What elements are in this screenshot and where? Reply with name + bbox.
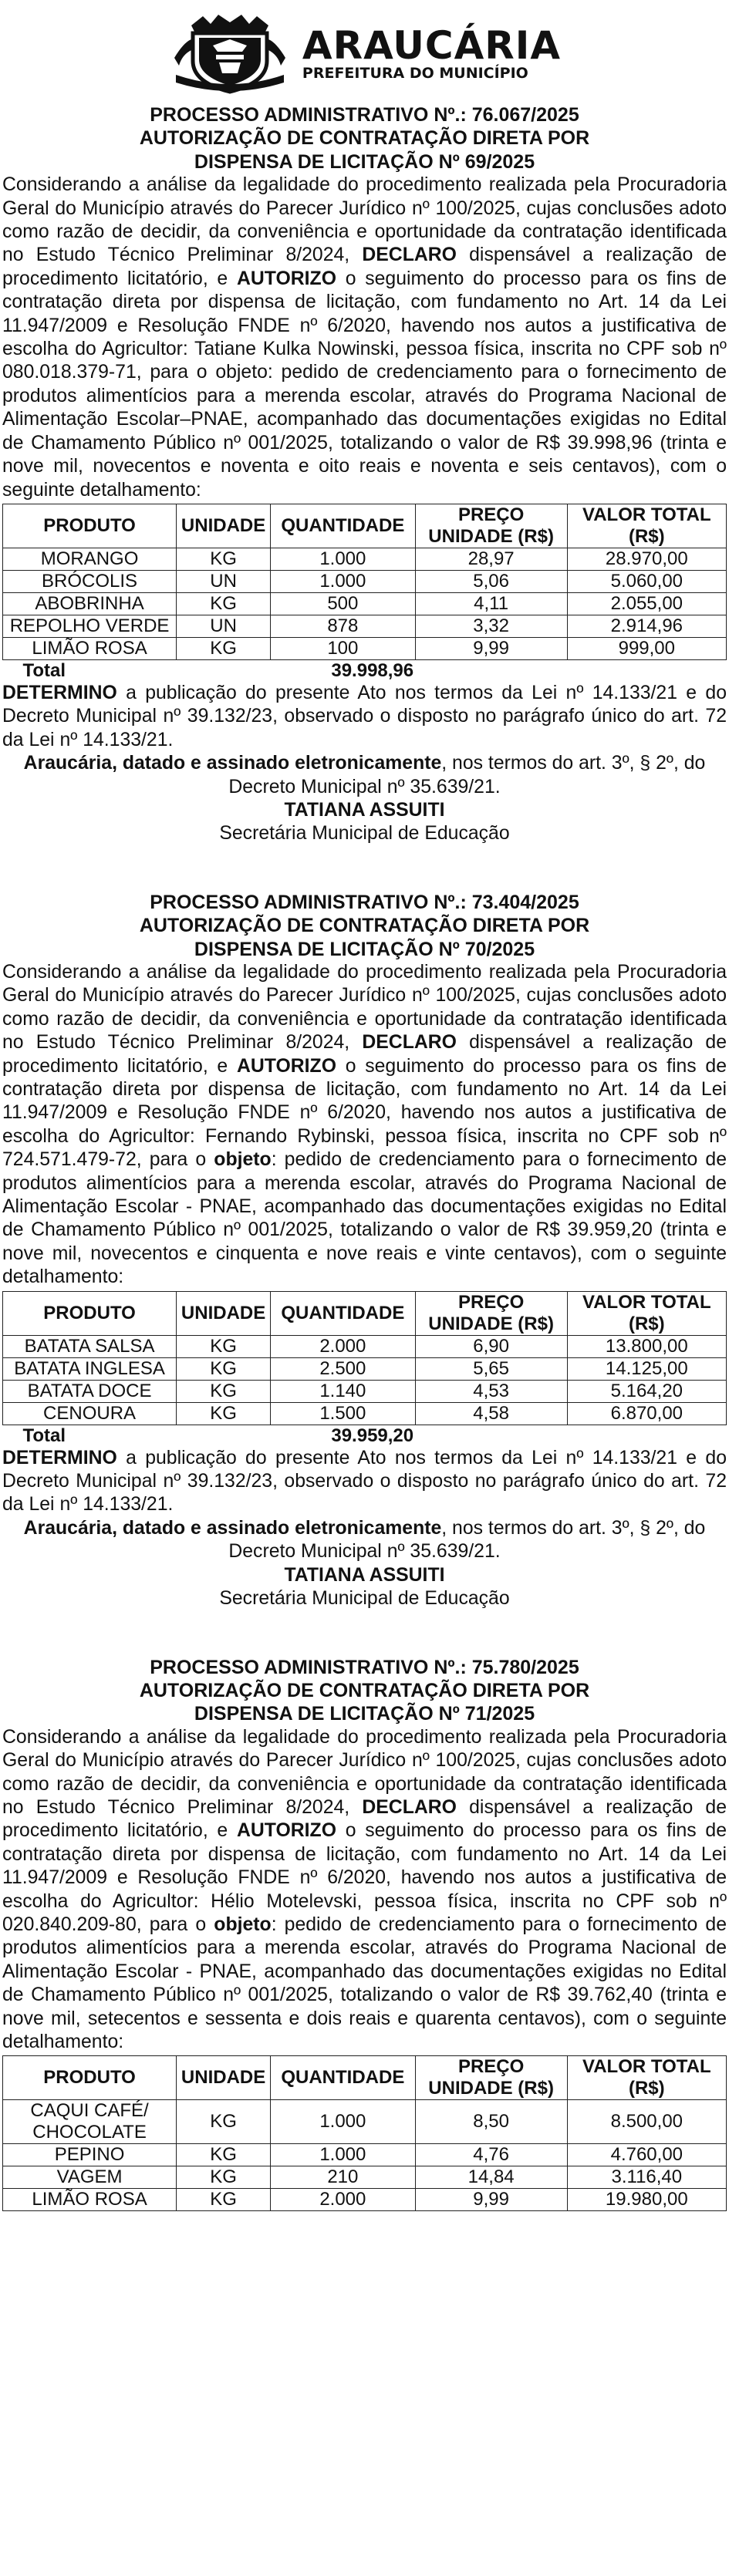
process-title: PROCESSO ADMINISTRATIVO Nº.: 75.780/2025 xyxy=(150,1656,579,1678)
cell: BATATA SALSA xyxy=(3,1335,177,1357)
cell: KG xyxy=(177,2144,271,2166)
cell: KG xyxy=(177,1380,271,1402)
table-total-row xyxy=(3,659,727,682)
cell: 100 xyxy=(271,637,416,659)
cell: 8.500,00 xyxy=(567,2100,726,2144)
cell: 2.500 xyxy=(271,1357,416,1380)
cell: 5.060,00 xyxy=(567,570,726,592)
cell: 1.000 xyxy=(271,570,416,592)
products-table xyxy=(2,1291,727,1447)
masthead xyxy=(2,0,727,103)
signer-name: TATIANA ASSUITI xyxy=(284,1564,445,1586)
cell: 4,58 xyxy=(415,1402,567,1425)
cell: 4,53 xyxy=(415,1380,567,1402)
header-preco: PREÇO UNIDADE (R$) xyxy=(415,2056,567,2100)
cell: 5.164,20 xyxy=(567,1380,726,1402)
cell: 1.140 xyxy=(271,1380,416,1402)
table-header-row xyxy=(3,2056,727,2100)
cell: BATATA INGLESA xyxy=(3,1357,177,1380)
header-quantidade: QUANTIDADE xyxy=(271,2056,416,2100)
cell: 4,76 xyxy=(415,2144,567,2166)
signer-name: TATIANA ASSUITI xyxy=(284,799,445,821)
paragraph-text: : pedido de credenciamento para o fornecimento de produtos alimentícios para a merenda escolar, através do Programa Nacional de Alimentação Escolar - PNAE, acompanhado das documentações exigidas no Edital de Chamamento Público nº 001/2025, totalizando o valor de R$ 39.959,20 (trinta e nove mil, novecentos e cinquenta e nove reais e vinte centavos), com o seguinte detalhamento: xyxy=(2,1149,727,1288)
process-title: PROCESSO ADMINISTRATIVO Nº.: 76.067/2025 xyxy=(150,104,579,126)
cell: 8,50 xyxy=(415,2100,567,2144)
paragraph-text: Considerando a análise da legalidade do procedimento realizada pela Procuradoria Geral do Município através do Parecer Jurídico nº 100/2025, cujas conclusões adoto como razão de decidir, da conveniência e oportunidade da contratação identificada no Estudo Técnico Preliminar 8/2024, xyxy=(2,1726,727,1818)
authorization-title: AUTORIZAÇÃO DE CONTRATAÇÃO DIRETA POR xyxy=(139,127,590,150)
brand-block xyxy=(302,23,562,82)
table-row xyxy=(3,1402,727,1425)
header-preco: PREÇO UNIDADE (R$) xyxy=(415,504,567,548)
cell: 5,06 xyxy=(415,570,567,592)
signed-bold: Araucária, datado e assinado eletronicamente xyxy=(23,1517,442,1539)
cell: KG xyxy=(177,637,271,659)
declaro-word: DECLARO xyxy=(362,1796,457,1818)
table-row xyxy=(3,615,727,637)
paragraph-text: Considerando a análise da legalidade do procedimento realizada pela Procuradoria Geral do Município através do Parecer Jurídico nº 100/2025, cujas conclusões adoto como razão de decidir, da conveniência e oportunidade da contratação identificada no Estudo Técnico Preliminar 8/2024, xyxy=(2,961,727,1054)
cell: BRÓCOLIS xyxy=(3,570,177,592)
cell: 9,99 xyxy=(415,2189,567,2211)
cell: UN xyxy=(177,570,271,592)
cell: 1.500 xyxy=(271,1402,416,1425)
paragraph-text: o seguimento do processo para os fins de contratação direta por dispensa de licitação, com fundamento no Art. 14 da Lei 11.947/2009 e Resolução FNDE nº 6/2020, havendo nos autos a justificativa de escolha do Agricultor: Fernando Rybinski, pessoa física, inscrita no CPF sob nº 724.571.479-72, para o xyxy=(2,1055,727,1171)
cell: 14.125,00 xyxy=(567,1357,726,1380)
objeto-word: objeto xyxy=(214,1913,272,1935)
cell: 2.914,96 xyxy=(567,615,726,637)
table-header-row xyxy=(3,504,727,548)
table-row xyxy=(3,2100,727,2144)
total-label: Total xyxy=(22,659,66,681)
cell: 3.116,40 xyxy=(567,2166,726,2189)
cell: 500 xyxy=(271,592,416,615)
cell: 9,99 xyxy=(415,637,567,659)
considerations-paragraph xyxy=(2,1726,727,2055)
paragraph-text: o seguimento do processo para os fins de contratação direta por dispensa de licitação, com fundamento no Art. 14 da Lei 11.947/2009 e Resolução FNDE nº 6/2020, havendo nos autos a justificativa de escolha do Agricultor: Hélio Motelevski, pessoa física, inscrita no CPF sob nº 020.840.209-80, para o xyxy=(2,1820,727,1935)
municipal-coat-of-arms-icon xyxy=(168,12,292,96)
products-table xyxy=(2,504,727,682)
header-valor: VALOR TOTAL (R$) xyxy=(567,2056,726,2100)
header-preco: PREÇO UNIDADE (R$) xyxy=(415,1291,567,1335)
header-produto: PRODUTO xyxy=(3,2056,177,2100)
table-row xyxy=(3,1357,727,1380)
header-produto: PRODUTO xyxy=(3,504,177,548)
city-subtitle: PREFEITURA DO MUNICÍPIO xyxy=(302,65,528,82)
table-row xyxy=(3,570,727,592)
considerations-paragraph xyxy=(2,961,727,1290)
declaro-word: DECLARO xyxy=(362,244,457,266)
table-total-row xyxy=(3,1425,727,1447)
table-row xyxy=(3,1335,727,1357)
paragraph-text: dispensável a realização de procedimento licitatório, e xyxy=(2,1032,727,1077)
cell: KG xyxy=(177,1357,271,1380)
dispensa-title: DISPENSA DE LICITAÇÃO Nº 69/2025 xyxy=(194,150,535,173)
cell: 3,32 xyxy=(415,615,567,637)
paragraph-text: : pedido de credenciamento para o fornecimento de produtos alimentícios para a merenda escolar, através do Programa Nacional de Alimentação Escolar - PNAE, acompanhado das documentações exigidas no Edital de Chamamento Público nº 001/2025, totalizando o valor de R$ 39.762,40 (trinta e nove mil, setecentos e sessenta e dois reais e quarenta centavos), com o seguinte detalhamento: xyxy=(2,1913,727,2052)
objeto-word: objeto xyxy=(214,1149,272,1171)
cell: REPOLHO VERDE xyxy=(3,615,177,637)
cell: 4,11 xyxy=(415,592,567,615)
table-row xyxy=(3,592,727,615)
paragraph-text: dispensável a realização de procedimento licitatório, e xyxy=(2,244,727,289)
paragraph-text: , nos termos do art. 3º, § 2º, do Decreto Municipal nº 35.639/21. xyxy=(228,1517,706,1563)
authorization-title: AUTORIZAÇÃO DE CONTRATAÇÃO DIRETA POR xyxy=(139,915,590,937)
table-row xyxy=(3,2189,727,2211)
cell: 2.000 xyxy=(271,1335,416,1357)
cell: 19.980,00 xyxy=(567,2189,726,2211)
cell: ABOBRINHA xyxy=(3,592,177,615)
table-row xyxy=(3,637,727,659)
cell: LIMÃO ROSA xyxy=(3,2189,177,2211)
header-unidade: UNIDADE xyxy=(177,1291,271,1335)
cell: KG xyxy=(177,2100,271,2144)
header-unidade: UNIDADE xyxy=(177,2056,271,2100)
cell: KG xyxy=(177,592,271,615)
cell: KG xyxy=(177,2166,271,2189)
cell: 28.970,00 xyxy=(567,548,726,570)
header-quantidade: QUANTIDADE xyxy=(271,1291,416,1335)
header-unidade: UNIDADE xyxy=(177,504,271,548)
cell: CENOURA xyxy=(3,1402,177,1425)
considerations-paragraph xyxy=(2,174,727,502)
authorization-title: AUTORIZAÇÃO DE CONTRATAÇÃO DIRETA POR xyxy=(139,1679,590,1701)
cell: KG xyxy=(177,1402,271,1425)
header-valor: VALOR TOTAL (R$) xyxy=(567,504,726,548)
table-row xyxy=(3,548,727,570)
signed-bold: Araucária, datado e assinado eletronicamente xyxy=(23,753,442,774)
cell: KG xyxy=(177,548,271,570)
products-table xyxy=(2,2055,727,2211)
paragraph-text: dispensável a realização de procedimento licitatório, e xyxy=(2,1796,727,1842)
determino-word: DETERMINO xyxy=(2,682,117,703)
table-row xyxy=(3,2166,727,2189)
signer-role: Secretária Municipal de Educação xyxy=(219,823,510,845)
cell: 1.000 xyxy=(271,548,416,570)
signer-role: Secretária Municipal de Educação xyxy=(219,1588,510,1610)
cell: KG xyxy=(177,1335,271,1357)
total-value: 39.959,20 xyxy=(331,1425,414,1446)
cell: UN xyxy=(177,615,271,637)
cell: 6,90 xyxy=(415,1335,567,1357)
dispensa-title: DISPENSA DE LICITAÇÃO Nº 71/2025 xyxy=(194,1703,535,1725)
autorizo-word: AUTORIZO xyxy=(236,1820,336,1842)
table-row xyxy=(3,2144,727,2166)
city-name: ARAUCÁRIA xyxy=(302,23,562,68)
table-header-row xyxy=(3,1291,727,1335)
paragraph-text: , nos termos do art. 3º, § 2º, do Decreto Municipal nº 35.639/21. xyxy=(228,753,706,797)
cell: 14,84 xyxy=(415,2166,567,2189)
cell: 1.000 xyxy=(271,2144,416,2166)
header-quantidade: QUANTIDADE xyxy=(271,504,416,548)
cell: CAQUI CAFÉ/ CHOCOLATE xyxy=(3,2100,177,2144)
paragraph-text: a publicação do presente Ato nos termos da Lei nº 14.133/21 e do Decreto Municipal nº 39.132/23, observado o disposto no parágrafo único do art. 72 da Lei nº 14.133/21. xyxy=(2,1447,727,1516)
cell: 878 xyxy=(271,615,416,637)
cell: 210 xyxy=(271,2166,416,2189)
total-value: 39.998,96 xyxy=(331,659,414,681)
determino-word: DETERMINO xyxy=(2,1447,117,1468)
dispensa-title: DISPENSA DE LICITAÇÃO Nº 70/2025 xyxy=(194,938,535,960)
paragraph-text: o seguimento do processo para os fins de contratação direta por dispensa de licitação, com fundamento no Art. 14 da Lei 11.947/2009 e Resolução FNDE nº 6/2020, havendo nos autos a justificativa de escolha do Agricultor: Tatiane Kulka Nowinski, pessoa física, inscrita no CPF sob nº 080.018.379-71, para o objeto: pedido de credenciamento para o fornecimento de produtos alimentícios para a merenda escolar, através do Programa Nacional de Alimentação Escolar–PNAE, acompanhado das documentações exigidas no Edital de Chamamento Público nº 001/2025, totalizando o valor de R$ 39.998,96 (trinta e nove mil, novecentos e noventa e oito reais e noventa e seis centavos), com o seguinte detalhamento: xyxy=(2,268,727,501)
declaro-word: DECLARO xyxy=(362,1032,457,1054)
process-section-3 xyxy=(2,1656,727,2212)
cell: 1.000 xyxy=(271,2100,416,2144)
signature-paragraph xyxy=(2,752,727,799)
cell: 999,00 xyxy=(567,637,726,659)
header-valor: VALOR TOTAL (R$) xyxy=(567,1291,726,1335)
paragraph-text: a publicação do presente Ato nos termos da Lei nº 14.133/21 e do Decreto Municipal nº 39.132/23, observado o disposto no parágrafo único do art. 72 da Lei nº 14.133/21. xyxy=(2,682,727,750)
paragraph-text: Considerando a análise da legalidade do procedimento realizada pela Procuradoria Geral do Município através do Parecer Jurídico nº 100/2025, cujas conclusões adoto como razão de decidir, da conveniência e oportunidade da contratação identificada no Estudo Técnico Preliminar 8/2024, xyxy=(2,174,727,266)
cell: BATATA DOCE xyxy=(3,1380,177,1402)
cell: 28,97 xyxy=(415,548,567,570)
cell: MORANGO xyxy=(3,548,177,570)
cell: 2.055,00 xyxy=(567,592,726,615)
autorizo-word: AUTORIZO xyxy=(236,268,336,289)
process-title: PROCESSO ADMINISTRATIVO Nº.: 73.404/2025 xyxy=(150,891,579,913)
cell: PEPINO xyxy=(3,2144,177,2166)
process-section-2 xyxy=(2,891,727,1611)
signature-paragraph xyxy=(2,1517,727,1564)
cell: VAGEM xyxy=(3,2166,177,2189)
process-section-1 xyxy=(2,103,727,846)
autorizo-word: AUTORIZO xyxy=(236,1055,336,1077)
cell: 4.760,00 xyxy=(567,2144,726,2166)
total-label: Total xyxy=(22,1425,66,1446)
cell: 13.800,00 xyxy=(567,1335,726,1357)
cell: 6.870,00 xyxy=(567,1402,726,1425)
cell: 2.000 xyxy=(271,2189,416,2211)
cell: KG xyxy=(177,2189,271,2211)
cell: 5,65 xyxy=(415,1357,567,1380)
cell: LIMÃO ROSA xyxy=(3,637,177,659)
determino-paragraph xyxy=(2,682,727,752)
determino-paragraph xyxy=(2,1447,727,1517)
header-produto: PRODUTO xyxy=(3,1291,177,1335)
table-row xyxy=(3,1380,727,1402)
